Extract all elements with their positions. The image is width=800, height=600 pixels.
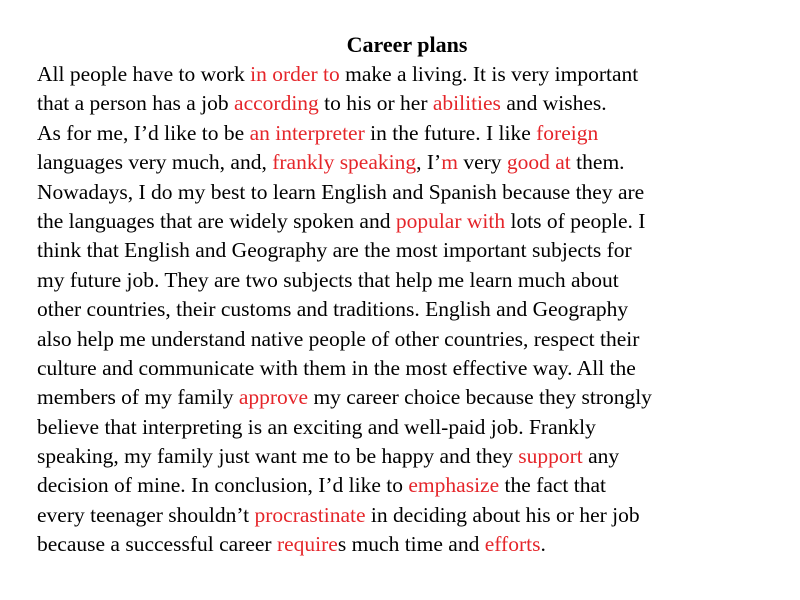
text-segment: decision of mine. In conclusion, I’d like to — [37, 473, 409, 498]
text-segment: s much time and — [337, 532, 485, 557]
text-segment: in deciding about his or her job — [365, 502, 640, 527]
text-segment: my career choice because they strongly — [308, 385, 652, 410]
text-segment: the fact that — [499, 473, 606, 498]
text-segment: As for me, I’d like to be — [37, 120, 250, 145]
text-segment: any — [582, 444, 620, 469]
highlighted-phrase: foreign — [536, 120, 599, 145]
text-segment: them. — [570, 150, 625, 175]
document-page — [37, 30, 777, 560]
text-line — [37, 178, 777, 207]
text-segment: other countries, their customs and traditions. English and Geography — [37, 297, 629, 322]
text-line — [37, 266, 777, 295]
text-line — [37, 413, 777, 442]
text-segment: think that English and Geography are the most important subjects for — [37, 238, 632, 263]
highlighted-phrase: according — [234, 91, 319, 116]
highlighted-phrase: support — [518, 444, 583, 469]
highlighted-phrase: procrastinate — [254, 502, 366, 527]
text-segment: culture and communicate with them in the most effective way. All the — [37, 355, 636, 380]
text-segment: and wishes. — [500, 91, 607, 116]
highlighted-phrase: require — [276, 532, 338, 557]
highlighted-phrase: an interpreter — [249, 120, 365, 145]
text-segment: languages very much, and, — [37, 150, 273, 175]
text-line — [37, 60, 777, 89]
text-segment: believe that interpreting is an exciting and well-paid job. Frankly — [37, 414, 596, 439]
highlighted-phrase: abilities — [432, 91, 501, 116]
highlighted-phrase: emphasize — [408, 473, 500, 498]
text-segment: also help me understand native people of other countries, respect their — [37, 326, 640, 351]
document-body — [37, 60, 777, 560]
text-line — [37, 207, 777, 236]
text-line — [37, 119, 777, 148]
text-segment: lots of people. I — [505, 208, 646, 233]
highlighted-phrase: frankly speaking — [272, 150, 417, 175]
document-title: Career plans — [346, 32, 468, 57]
text-segment: every teenager shouldn’t — [37, 502, 255, 527]
text-segment: my future job. They are two subjects that help me learn much about — [37, 267, 619, 292]
text-line — [37, 501, 777, 530]
text-segment: . — [540, 532, 546, 557]
text-line — [37, 471, 777, 500]
text-line — [37, 383, 777, 412]
text-segment: to his or her — [318, 91, 433, 116]
text-line — [37, 530, 777, 559]
text-line — [37, 354, 777, 383]
highlighted-phrase: popular with — [395, 208, 506, 233]
highlighted-phrase: m — [441, 150, 458, 175]
text-segment: , I’ — [416, 150, 442, 175]
text-segment: very — [457, 150, 507, 175]
text-line — [37, 148, 777, 177]
text-segment: All people have to work — [37, 62, 251, 86]
text-segment: that a person has a job — [37, 91, 235, 116]
text-line — [37, 442, 777, 471]
highlighted-phrase: efforts — [484, 532, 541, 557]
text-segment: the languages that are widely spoken and — [37, 208, 396, 233]
text-segment: speaking, my family just want me to be happy and they — [37, 444, 519, 469]
text-line — [37, 325, 777, 354]
text-segment: Nowadays, I do my best to learn English and Spanish because they are — [37, 179, 645, 204]
text-line — [37, 236, 777, 265]
text-line — [37, 89, 777, 118]
highlighted-phrase: good at — [506, 150, 571, 175]
text-segment: make a living. It is very important — [339, 62, 639, 86]
text-segment: members of my family — [37, 385, 239, 410]
text-segment: in the future. I like — [364, 120, 537, 145]
highlighted-phrase: approve — [238, 385, 309, 410]
highlighted-phrase: in order to — [250, 62, 340, 86]
text-segment: because a successful career — [37, 532, 277, 557]
text-line — [37, 295, 777, 324]
